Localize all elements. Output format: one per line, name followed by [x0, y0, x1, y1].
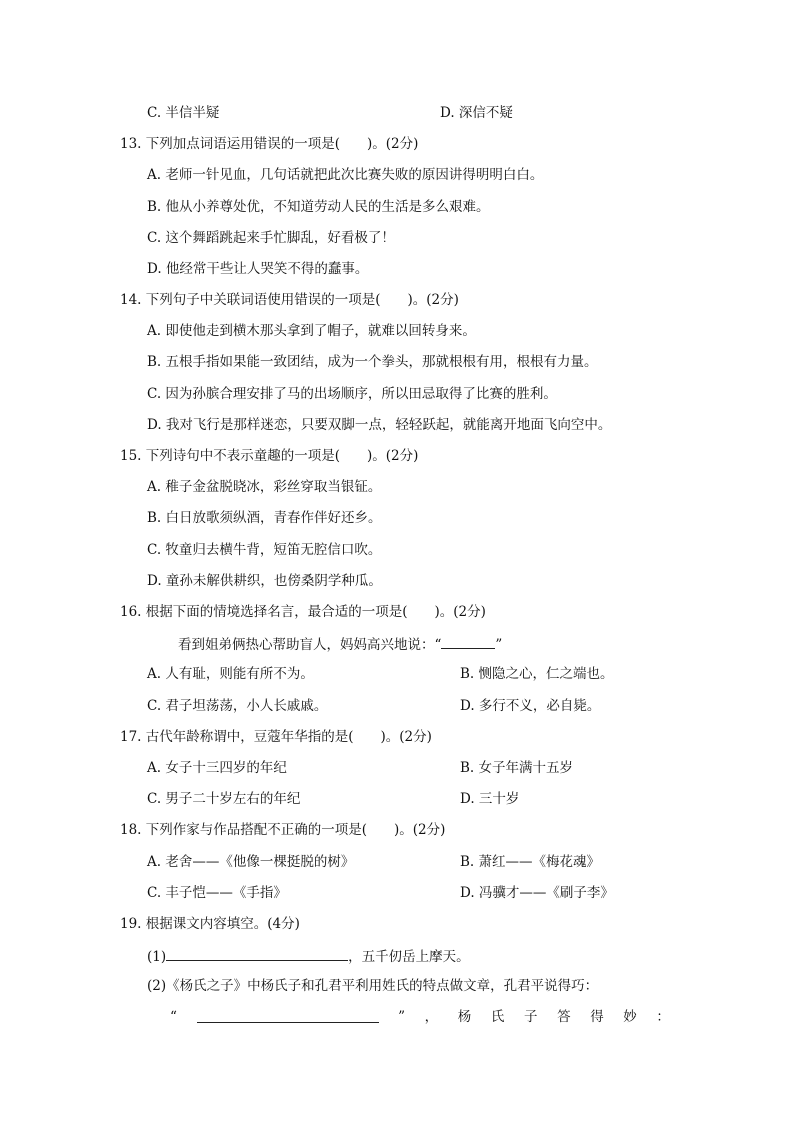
question-18-option-a: A. 老舍——《他像一棵挺脱的树》	[147, 854, 355, 870]
question-13-option-c: C. 这个舞蹈跳起来手忙脚乱，好看极了！	[147, 230, 395, 246]
question-14-option-d: D. 我对飞行是那样迷恋，只要双脚一点，轻轻跃起，就能离开地面飞向空中。	[147, 417, 612, 433]
question-18-option-b: B. 萧红——《梅花魂》	[460, 854, 601, 870]
question-18-option-c: C. 丰子恺——《手指》	[147, 885, 287, 901]
question-17-option-a: A. 女子十三四岁的年纪	[147, 760, 287, 776]
option-c-prev: C. 半信半疑	[147, 105, 220, 121]
question-15-option-c: C. 牧童归去横牛背，短笛无腔信口吹。	[147, 542, 382, 558]
question-17-option-b: B. 女子年满十五岁	[460, 760, 574, 776]
question-15-option-a: A. 稚子金盆脱晓冰，彩丝穿取当银钲。	[147, 479, 382, 495]
question-19-stem: 19. 根据课文内容填空。(4分)	[120, 916, 300, 932]
part-1-number: (1)	[147, 949, 167, 965]
spread-char: 杨	[457, 1009, 472, 1025]
question-16-stem: 16. 根据下面的情境选择名言，最合适的一项是( )。(2分)	[120, 604, 486, 620]
question-14-option-b: B. 五根手指如果能一致团结，成为一个拳头，那就根根有用，根根有力量。	[147, 354, 598, 370]
question-17-option-d: D. 三十岁	[460, 791, 520, 807]
question-19-part-2-continued	[170, 1008, 670, 1026]
question-13-option-d: D. 他经常干些让人哭笑不得的蠢事。	[147, 261, 369, 277]
spread-char: 氏	[490, 1009, 505, 1025]
option-d-prev: D. 深信不疑	[440, 105, 513, 121]
question-16-option-a: A. 人有耻，则能有所不为。	[147, 666, 314, 682]
question-19-part-2: (2)《杨氏之子》中杨氏子和孔君平利用姓氏的特点做文章，孔君平说得巧：	[147, 978, 599, 994]
spread-char: 得	[590, 1009, 604, 1025]
spread-char: 答	[557, 1009, 571, 1025]
question-13-stem: 13. 下列加点词语运用错误的一项是( )。(2分)	[120, 136, 419, 152]
question-17-stem: 17. 古代年龄称谓中，豆蔻年华指的是( )。(2分)	[120, 729, 432, 745]
question-16-option-c: C. 君子坦荡荡，小人长戚戚。	[147, 698, 328, 714]
part-1-text: ，五千仞岳上摩天。	[348, 949, 470, 965]
spread-char: 子	[523, 1009, 538, 1025]
question-16-context-suffix: ”	[495, 637, 503, 653]
question-13-option-b: B. 他从小养尊处优，不知道劳动人民的生活是多么艰难。	[147, 199, 490, 215]
question-18-stem: 18. 下列作家与作品搭配不正确的一项是( )。(2分)	[120, 822, 446, 838]
question-16-context	[178, 634, 502, 654]
close-quote: ”	[398, 1009, 406, 1025]
question-15-option-d: D. 童孙未解供耕织，也傍桑阴学种瓜。	[147, 573, 382, 589]
question-16-option-b: B. 恻隐之心，仁之端也。	[460, 666, 614, 682]
spread-char: ，	[424, 1009, 439, 1025]
question-17-option-c: C. 男子二十岁左右的年纪	[147, 791, 301, 807]
question-16-option-d: D. 多行不义，必自毙。	[460, 698, 601, 714]
open-quote: “	[170, 1009, 177, 1025]
question-13-option-a: A. 老师一针见血，几句话就把此次比赛失败的原因讲得明明白白。	[147, 167, 544, 183]
answer-blank[interactable]	[166, 946, 348, 961]
question-14-stem: 14. 下列句子中关联词语使用错误的一项是( )。(2分)	[120, 292, 459, 308]
question-19-part-1	[147, 946, 470, 966]
spread-char: ：	[656, 1009, 670, 1025]
question-15-stem: 15. 下列诗句中不表示童趣的一项是( )。(2分)	[120, 448, 419, 464]
answer-blank[interactable]	[441, 634, 495, 649]
spread-char: 妙	[623, 1009, 637, 1025]
answer-blank[interactable]	[197, 1008, 379, 1023]
question-14-option-c: C. 因为孙膑合理安排了马的出场顺序，所以田忌取得了比赛的胜利。	[147, 386, 557, 402]
question-15-option-b: B. 白日放歌须纵酒，青春作伴好还乡。	[147, 510, 382, 526]
question-14-option-a: A. 即使他走到横木那头拿到了帽子，就难以回转身来。	[147, 323, 476, 339]
question-16-context-prefix: 看到姐弟俩热心帮助盲人，妈妈高兴地说：“	[178, 637, 442, 653]
question-18-option-d: D. 冯骥才——《刷子李》	[460, 885, 614, 901]
